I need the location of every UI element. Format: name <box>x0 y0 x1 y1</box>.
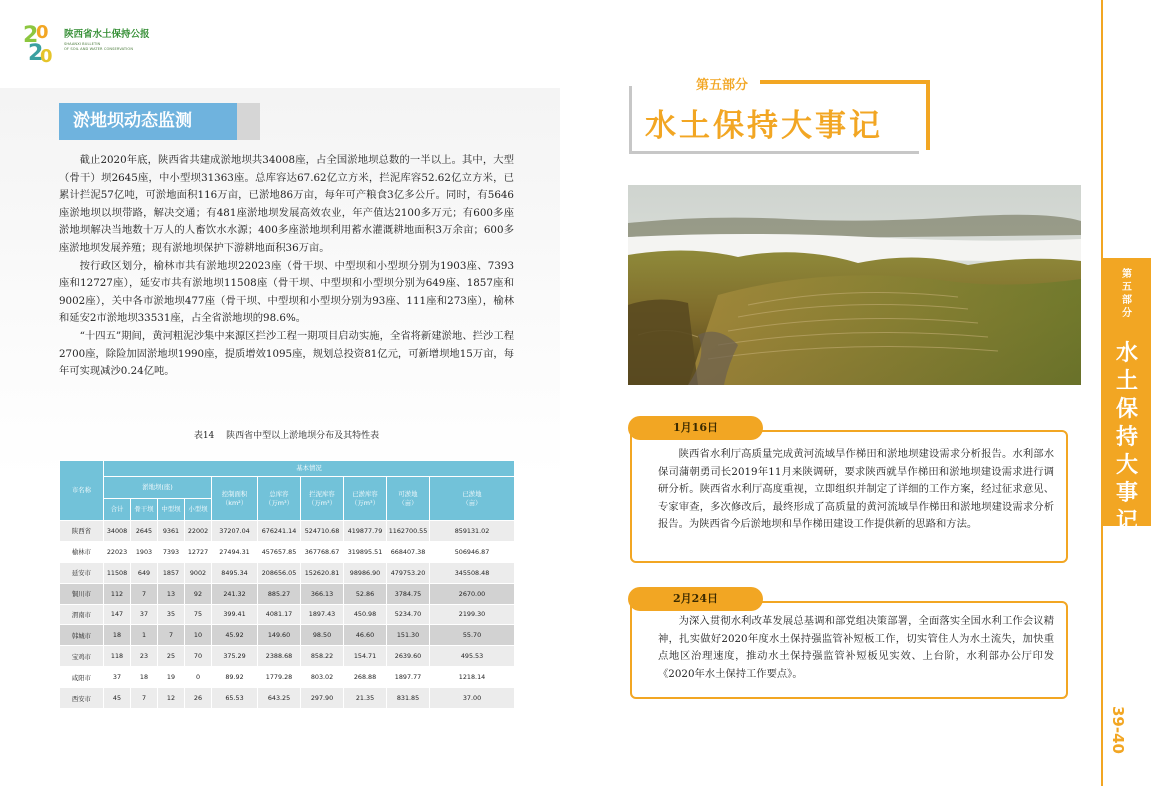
table-cell: 668407.38 <box>387 541 430 562</box>
header-dams: 淤地坝(座) <box>104 477 212 499</box>
table-cell: 643.25 <box>258 688 301 709</box>
table-cell: 2388.68 <box>258 646 301 667</box>
table-row <box>60 541 515 562</box>
table-row-city: 渭南市 <box>60 604 104 625</box>
table-cell: 19 <box>158 667 185 688</box>
table-cell: 118 <box>104 646 131 667</box>
table-cell: 2645 <box>131 521 158 542</box>
table-cell: 366.13 <box>301 583 344 604</box>
header-area: 控制面积 （km²） <box>212 477 258 521</box>
table-row <box>60 646 515 667</box>
table-cell: 297.90 <box>301 688 344 709</box>
table-cell: 11508 <box>104 562 131 583</box>
side-char: 事 <box>1115 481 1138 506</box>
header-land: 可淤地 （亩） <box>387 477 430 521</box>
event-text <box>658 446 1054 534</box>
svg-text:2: 2 <box>28 41 44 64</box>
check-dam-table <box>59 460 515 709</box>
table-cell: 21.35 <box>344 688 387 709</box>
table-cell: 10 <box>185 625 212 646</box>
bulletin-title: 陕西省水土保持公报 <box>64 29 150 40</box>
side-char: 五 <box>1122 282 1132 293</box>
event-date: 2月24日 <box>628 587 763 611</box>
table-cell: 1897.77 <box>387 667 430 688</box>
table-cell: 9361 <box>158 521 185 542</box>
table-cell: 65.53 <box>212 688 258 709</box>
table-cell: 7 <box>158 625 185 646</box>
header-medium: 中型坝 <box>158 499 185 521</box>
event-paragraph: 陕西省水利厅高质量完成黄河流域旱作梯田和淤地坝建设需求分析报告。水利部水保司蒲朝勇司长2019年11月来陕调研，要求陕西就旱作梯田和淤地坝建设需求进行调研分析。陕西省水利厅高度重视，立即组织并制定了详细的工作方案，经过征求意见、专家审查，多次修改后，最终形成了高质量的黄河流域旱作梯田和淤地坝建设需求分析报告。为陕西省今后淤地坝和旱作梯田建设工作提供新的思路和方法。 <box>658 448 1054 530</box>
table-row-city: 榆林市 <box>60 541 104 562</box>
table-cell: 18 <box>104 625 131 646</box>
part-frame-orange <box>926 80 930 150</box>
table-cell: 8495.34 <box>212 562 258 583</box>
table-cell: 13 <box>158 583 185 604</box>
table-cell: 147 <box>104 604 131 625</box>
header-capacity: 总库容 （万m³） <box>258 477 301 521</box>
header-landed: 已淤地 （亩） <box>430 477 515 521</box>
table-cell: 457657.85 <box>258 541 301 562</box>
table-cell: 25 <box>158 646 185 667</box>
table-cell: 241.32 <box>212 583 258 604</box>
table-cell: 151.30 <box>387 625 430 646</box>
table-cell: 3784.75 <box>387 583 430 604</box>
table-cell: 375.29 <box>212 646 258 667</box>
table-row-city: 陕西省 <box>60 521 104 542</box>
table-row <box>60 604 515 625</box>
table-caption: 表14 陕西省中型以上淤地坝分布及其特性表 <box>193 431 380 441</box>
table-cell: 7 <box>131 688 158 709</box>
header-used-capacity: 已淤库容 （万m³） <box>344 477 387 521</box>
table-cell: 22002 <box>185 521 212 542</box>
table-cell: 399.41 <box>212 604 258 625</box>
table-cell: 112 <box>104 583 131 604</box>
side-char: 土 <box>1115 369 1138 394</box>
bulletin-logo-mark <box>22 18 62 64</box>
side-char: 水 <box>1115 341 1138 366</box>
table-cell: 45 <box>104 688 131 709</box>
table-cell: 2199.30 <box>430 604 515 625</box>
bulletin-english-line1: SHAANXI BULLETIN <box>64 42 101 46</box>
header-total: 合计 <box>104 499 131 521</box>
table-cell: 12727 <box>185 541 212 562</box>
part-title: 水土保持大事记 <box>645 108 883 144</box>
svg-text:2: 2 <box>23 23 39 48</box>
table-cell: 419877.79 <box>344 521 387 542</box>
side-tab-title <box>1103 340 1151 536</box>
table-cell: 345508.48 <box>430 562 515 583</box>
table-cell: 1162700.55 <box>387 521 430 542</box>
table-cell: 859131.02 <box>430 521 515 542</box>
table-cell: 803.02 <box>301 667 344 688</box>
table-cell: 450.98 <box>344 604 387 625</box>
table-cell: 154.71 <box>344 646 387 667</box>
table-cell: 885.27 <box>258 583 301 604</box>
table-body <box>60 521 515 709</box>
table-cell: 2670.00 <box>430 583 515 604</box>
table-cell: 37 <box>131 604 158 625</box>
table-cell: 89.92 <box>212 667 258 688</box>
body-paragraph: “十四五”期间，黄河粗泥沙集中来源区拦沙工程一期项目启动实施，全省将新建淤地、拦沙工程2700座，除险加固淤地坝1990座，提质增效1095座，规划总投资81亿元，可新增坝地15万亩，每年可实现减沙0.24亿吨。 <box>59 329 514 378</box>
table-row <box>60 625 515 646</box>
table-row-city: 咸阳市 <box>60 667 104 688</box>
table-row <box>60 667 515 688</box>
table-cell: 34008 <box>104 521 131 542</box>
svg-text:0: 0 <box>36 22 49 43</box>
table-cell: 23 <box>131 646 158 667</box>
side-char: 部 <box>1122 295 1132 306</box>
table-cell: 495.53 <box>430 646 515 667</box>
table-cell: 319895.51 <box>344 541 387 562</box>
table-row <box>60 562 515 583</box>
side-char: 保 <box>1115 397 1138 422</box>
table-cell: 7393 <box>158 541 185 562</box>
table-row <box>60 688 515 709</box>
table-cell: 524710.68 <box>301 521 344 542</box>
table-cell: 1903 <box>131 541 158 562</box>
table-cell: 5234.70 <box>387 604 430 625</box>
table-cell: 26 <box>185 688 212 709</box>
table-cell: 2639.60 <box>387 646 430 667</box>
table-cell: 37207.04 <box>212 521 258 542</box>
table-cell: 45.92 <box>212 625 258 646</box>
section-body <box>59 152 514 381</box>
side-char: 持 <box>1115 425 1138 450</box>
table-cell: 1897.43 <box>301 604 344 625</box>
table-cell: 4081.17 <box>258 604 301 625</box>
table-cell: 52.86 <box>344 583 387 604</box>
body-paragraph: 截止2020年底，陕西省共建成淤地坝共34008座，占全国淤地坝总数的一半以上。其中，大型（骨干）坝2645座，中小型坝31363座。总库容达67.62亿立方米，拦泥库容52.62亿立方米，已累计拦泥57亿吨，可淤地面积116万亩，已淤地86万亩，每年可产粮食3亿多公斤。同时，有5646座淤地坝以坝带路，解决交通；有481座淤地坝发展高效农业，年产值达2100多万元；有600多座淤地坝解决当地数十万人的人畜饮水水源；400多座淤地坝利用蓄水灌溉耕地面积3万余亩；600多座淤地坝发展养殖；现有淤地坝保护下游耕地面积36万亩。 <box>59 154 514 254</box>
table-cell: 98.50 <box>301 625 344 646</box>
table-cell: 22023 <box>104 541 131 562</box>
table-cell: 858.22 <box>301 646 344 667</box>
table-cell: 37.00 <box>430 688 515 709</box>
table-cell: 70 <box>185 646 212 667</box>
table-cell: 0 <box>185 667 212 688</box>
table-row-city: 宝鸡市 <box>60 646 104 667</box>
table-cell: 1857 <box>158 562 185 583</box>
table-cell: 35 <box>158 604 185 625</box>
side-char: 记 <box>1115 509 1138 534</box>
table-cell: 149.60 <box>258 625 301 646</box>
table-cell: 208656.05 <box>258 562 301 583</box>
part-frame-orange <box>760 80 930 84</box>
table-cell: 367768.67 <box>301 541 344 562</box>
table-cell: 831.85 <box>387 688 430 709</box>
table-cell: 676241.14 <box>258 521 301 542</box>
table-row-city: 韩城市 <box>60 625 104 646</box>
side-char: 分 <box>1122 308 1132 319</box>
section-title: 淤地坝动态监测 <box>59 103 237 140</box>
bulletin-english-line2: OF SOIL AND WATER CONSERVATION <box>64 47 134 51</box>
event-date: 1月16日 <box>628 416 763 440</box>
table-row-city: 延安市 <box>60 562 104 583</box>
event-text <box>658 613 1054 683</box>
header-mud-capacity: 拦泥库容 （万m³） <box>301 477 344 521</box>
table-cell: 37 <box>104 667 131 688</box>
table-cell: 479753.20 <box>387 562 430 583</box>
table-cell: 92 <box>185 583 212 604</box>
body-paragraph: 按行政区划分，榆林市共有淤地坝22023座（骨干坝、中型坝和小型坝分别为1903座、7393座和12727座），延安市共有淤地坝11508座（骨干坝、中型坝和小型坝分别为649座、1857座和9002座），关中各市淤地坝477座（骨干坝、中型坝和小型坝分别为93座、111座和273座），榆林和延安2市淤地坝33531座，占全省淤地坝的98.6%。 <box>59 259 515 325</box>
header-basic: 基本情况 <box>104 461 515 477</box>
bulletin-logo <box>22 18 182 66</box>
table-cell: 18 <box>131 667 158 688</box>
table-row-city: 西安市 <box>60 688 104 709</box>
header-city: 市名称 <box>60 461 104 521</box>
table-row <box>60 583 515 604</box>
loess-plateau-photo <box>628 185 1081 385</box>
part-frame-gray <box>629 86 632 154</box>
event-paragraph: 为深入贯彻水利改革发展总基调和部党组决策部署，全面落实全国水利工作会议精神，扎实做好2020年度水土保持强监管补短板工作，切实管住人为水土流失，加快重点地区治理速度，推动水土保持强监管补短板见实效、上台阶，水利部办公厅印发《2020年水土保持工作要点》。 <box>658 615 1054 680</box>
table-cell: 7 <box>131 583 158 604</box>
table-cell: 9002 <box>185 562 212 583</box>
table-cell: 152620.81 <box>301 562 344 583</box>
header-backbone: 骨干坝 <box>131 499 158 521</box>
table-cell: 506946.87 <box>430 541 515 562</box>
table-cell: 98986.90 <box>344 562 387 583</box>
section-title-accent <box>237 103 260 140</box>
side-char: 第 <box>1122 269 1132 280</box>
side-char: 大 <box>1115 453 1138 478</box>
table-cell: 55.70 <box>430 625 515 646</box>
table-cell: 1 <box>131 625 158 646</box>
table-cell: 1779.28 <box>258 667 301 688</box>
table-cell: 46.60 <box>344 625 387 646</box>
header-small: 小型坝 <box>185 499 212 521</box>
table-row-city: 铜川市 <box>60 583 104 604</box>
page-number: 39-40 <box>1109 706 1127 754</box>
table-row <box>60 521 515 542</box>
table-cell: 27494.31 <box>212 541 258 562</box>
part-label: 第五部分 <box>690 74 754 93</box>
table-cell: 1218.14 <box>430 667 515 688</box>
table-cell: 75 <box>185 604 212 625</box>
side-tab-part <box>1103 268 1151 320</box>
svg-text:0: 0 <box>40 46 53 64</box>
table-cell: 12 <box>158 688 185 709</box>
table-cell: 268.88 <box>344 667 387 688</box>
table-cell: 649 <box>131 562 158 583</box>
part-frame-gray <box>629 151 919 154</box>
